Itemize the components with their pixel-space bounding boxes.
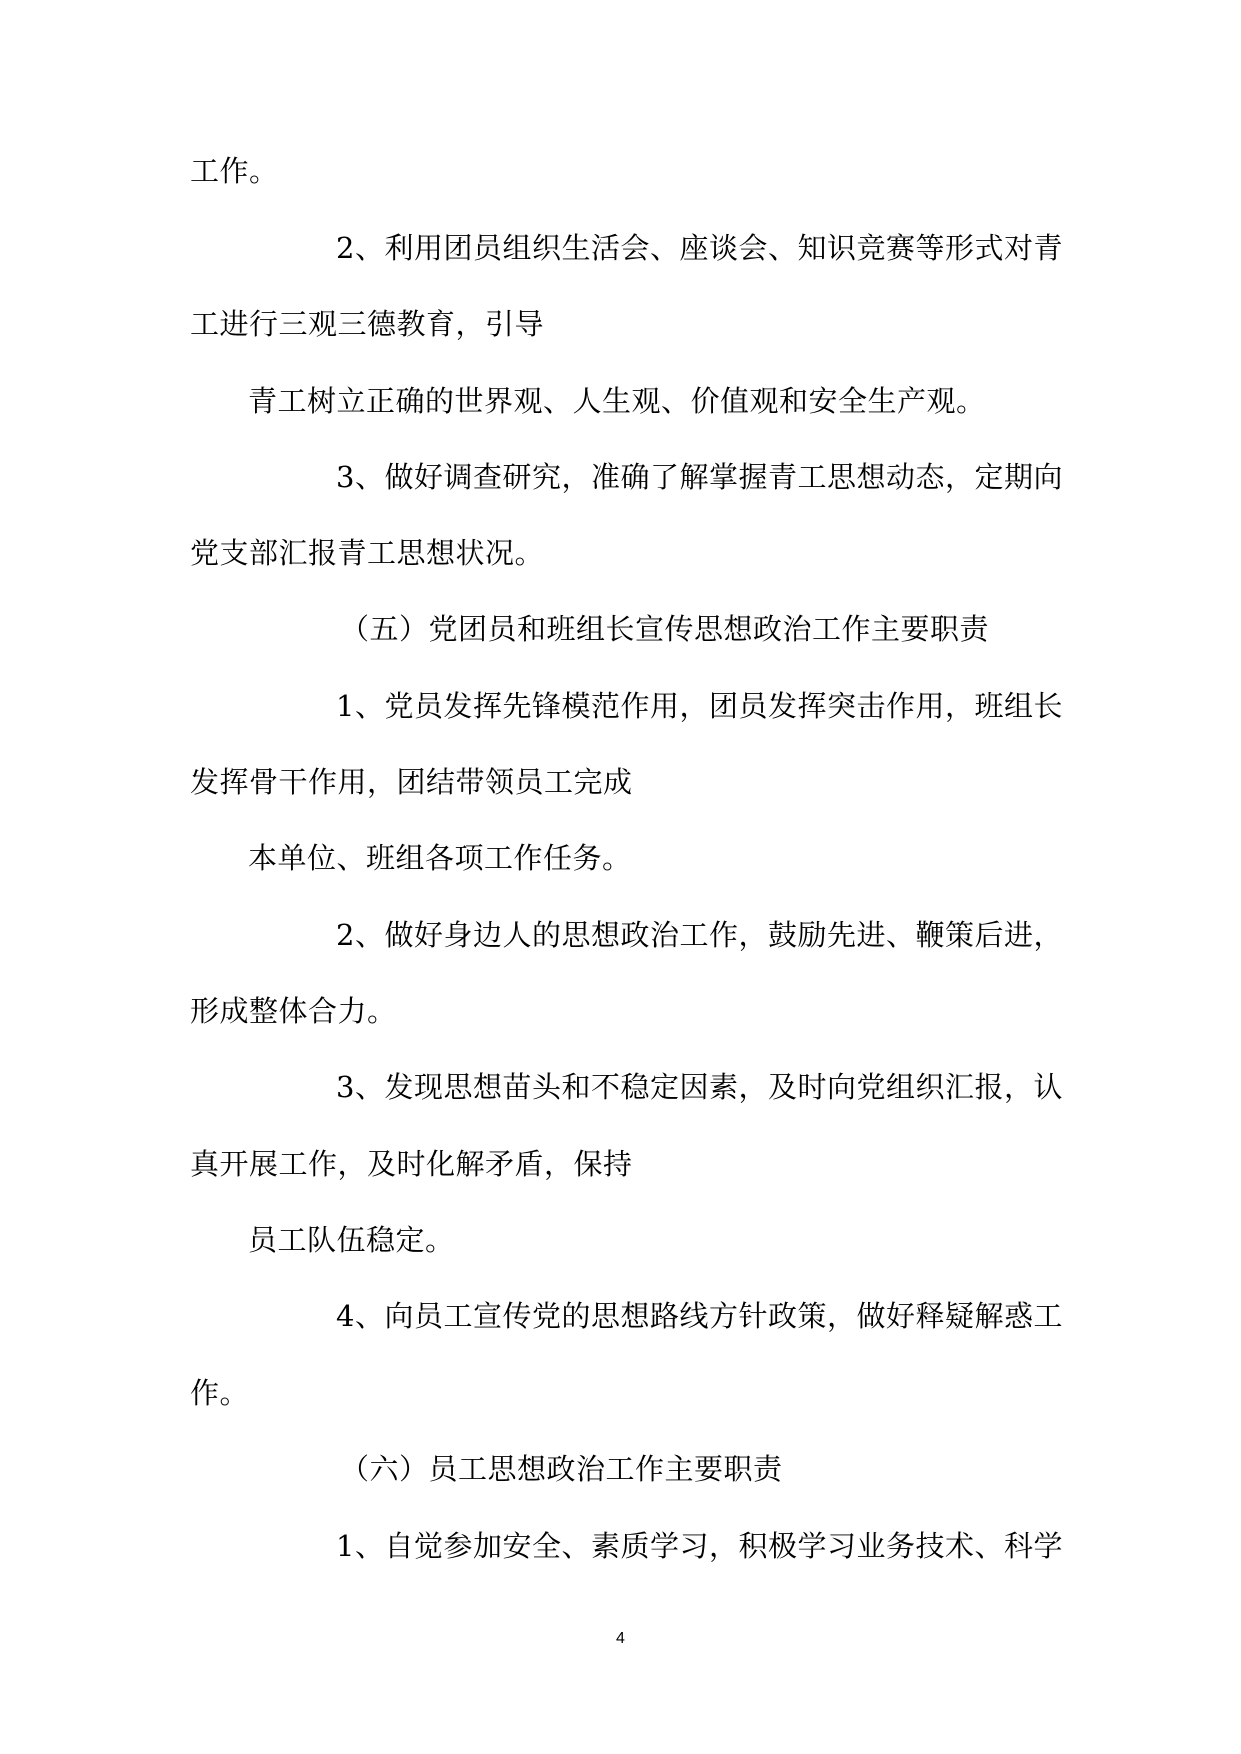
paragraph-line: 4、向员工宣传党的思想路线方针政策，做好释疑解惑工	[336, 1299, 1063, 1333]
paragraph-line: 1、党员发挥先锋模范作用，团员发挥突击作用，班组长	[336, 689, 1063, 723]
paragraph-line: 1、自觉参加安全、素质学习，积极学习业务技术、科学	[336, 1529, 1063, 1563]
section-heading: （六）员工思想政治工作主要职责	[340, 1452, 783, 1486]
paragraph-line: 形成整体合力。	[190, 994, 397, 1028]
paragraph-line: 作。	[190, 1376, 250, 1410]
paragraph-line: 党支部汇报青工思想状况。	[190, 536, 545, 570]
paragraph-line: 3、做好调查研究，准确了解掌握青工思想动态，定期向	[336, 460, 1063, 494]
paragraph-line: 员工队伍稳定。	[248, 1223, 455, 1257]
paragraph-line: 真开展工作，及时化解矛盾，保持	[190, 1147, 633, 1181]
paragraph-line: 3、发现思想苗头和不稳定因素，及时向党组织汇报，认	[336, 1070, 1063, 1104]
section-heading: （五）党团员和班组长宣传思想政治工作主要职责	[340, 612, 990, 646]
paragraph-line: 工作。	[190, 154, 279, 188]
paragraph-line: 2、利用团员组织生活会、座谈会、知识竞赛等形式对青	[336, 231, 1063, 265]
paragraph-line: 本单位、班组各项工作任务。	[248, 841, 632, 875]
page-number: 4	[616, 1630, 625, 1647]
paragraph-line: 工进行三观三德教育，引导	[190, 307, 545, 341]
paragraph-line: 发挥骨干作用，团结带领员工完成	[190, 765, 633, 799]
paragraph-line: 青工树立正确的世界观、人生观、价值观和安全生产观。	[248, 384, 986, 418]
paragraph-line: 2、做好身边人的思想政治工作，鼓励先进、鞭策后进，	[336, 918, 1063, 952]
